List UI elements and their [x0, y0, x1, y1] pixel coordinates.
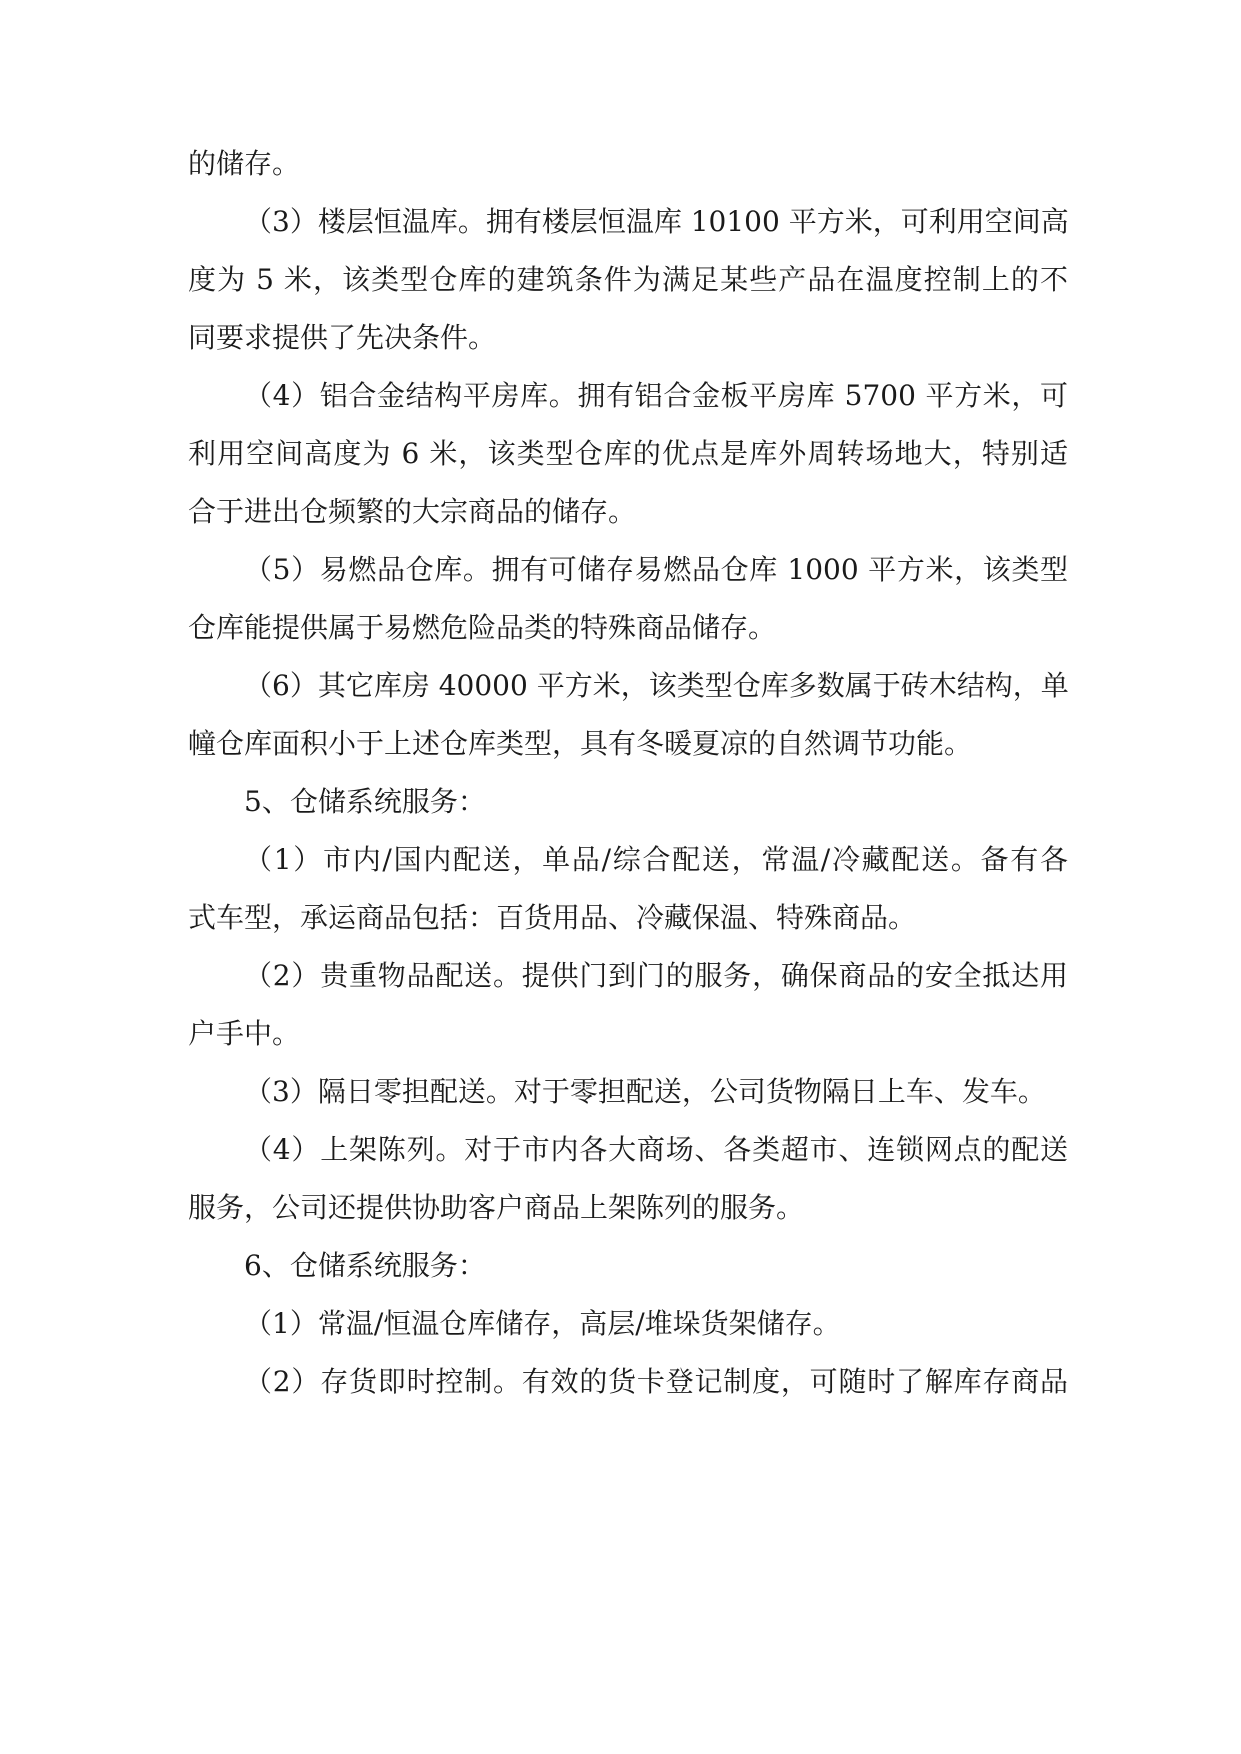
text-line: 合于进出仓频繁的大宗商品的储存。	[188, 495, 637, 528]
text-line: 仓库能提供属于易燃危险品类的特殊商品储存。	[188, 611, 777, 644]
text-line: （2）贵重物品配送。提供门到门的服务，确保商品的安全抵达用	[244, 959, 1068, 992]
text-line: 服务，公司还提供协助客户商品上架陈列的服务。	[188, 1191, 805, 1224]
text-line: （2）存货即时控制。有效的货卡登记制度，可随时了解库存商品	[244, 1365, 1068, 1398]
text-line: 同要求提供了先决条件。	[188, 321, 497, 354]
text-line: 的储存。	[188, 147, 301, 180]
text-line: （4）铝合金结构平房库。拥有铝合金板平房库 5700 平方米，可	[244, 379, 1068, 412]
text-line: （6）其它库房 40000 平方米，该类型仓库多数属于砖木结构，单	[244, 669, 1069, 702]
text-line: （4）上架陈列。对于市内各大商场、各类超市、连锁网点的配送	[244, 1133, 1068, 1166]
text-line: 利用空间高度为 6 米，该类型仓库的优点是库外周转场地大，特别适	[188, 437, 1068, 470]
section-heading: 6、仓储系统服务：	[244, 1249, 486, 1282]
text-line: （5）易燃品仓库。拥有可储存易燃品仓库 1000 平方米，该类型	[244, 553, 1068, 586]
section-heading: 5、仓储系统服务：	[244, 785, 486, 818]
text-line: （1）市内/国内配送，单品/综合配送，常温/冷藏配送。备有各	[244, 843, 1068, 876]
text-line: 式车型，承运商品包括：百货用品、冷藏保温、特殊商品。	[188, 901, 917, 934]
text-line: 幢仓库面积小于上述仓库类型，具有冬暖夏凉的自然调节功能。	[188, 727, 973, 760]
text-line: （1）常温/恒温仓库储存，高层/堆垛货架储存。	[244, 1307, 841, 1340]
text-line: 度为 5 米，该类型仓库的建筑条件为满足某些产品在温度控制上的不	[188, 263, 1068, 296]
text-line: （3）楼层恒温库。拥有楼层恒温库 10100 平方米，可利用空间高	[244, 205, 1069, 238]
text-line: 户手中。	[188, 1017, 301, 1050]
text-line: （3）隔日零担配送。对于零担配送，公司货物隔日上车、发车。	[244, 1075, 1046, 1108]
